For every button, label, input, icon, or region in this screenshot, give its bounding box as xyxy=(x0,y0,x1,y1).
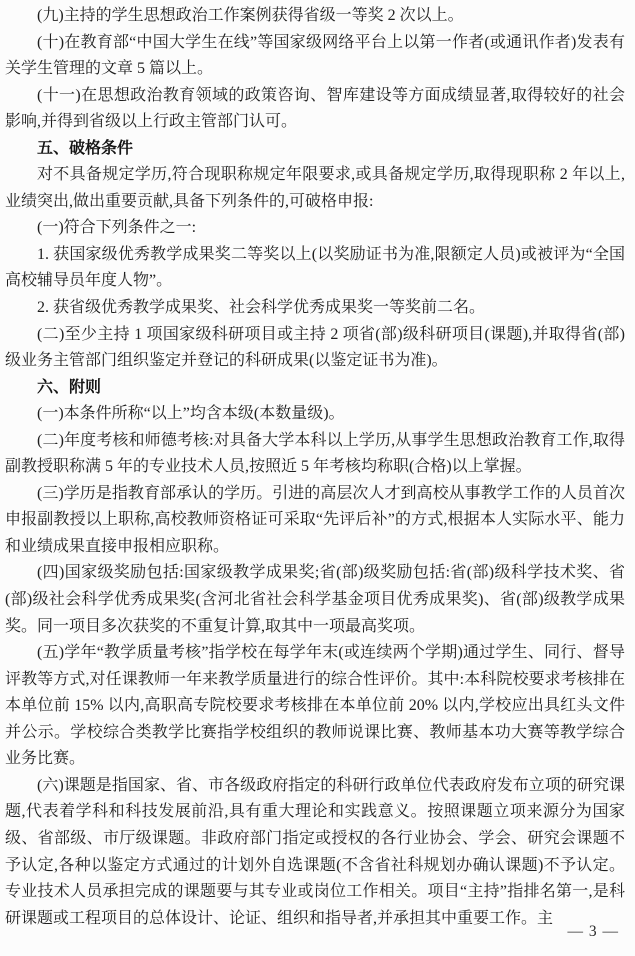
paragraph-supp-6: (六)课题是指国家、省、市各级政府指定的科研行政单位代表政府发布立项的研究课题,代表着学科和科技发展前沿,具有重大理论和实践意义。按照课题立项来源分为国家级、省部级、市厅级课题。非政府部门指定或授权的各行业协会、学会、研究会课题不予认定,各种以鉴定方式通过的计划外自选课题(不含省社科规划办确认课题)不予认定。专业技术人员承担完成的课题要与其专业或岗位工作相关。项目“主持”指排名第一,是科研课题或工程项目的总体设计、论证、组织和指导者,并承担其中重要工作。主 xyxy=(5,776,625,927)
paragraph-item-9: (九)主持的学生思想政治工作案例获得省级一等奖 2 次以上。 xyxy=(37,7,464,24)
paragraph-supp-2: (二)年度考核和师德考核:对具备大学本科以上学历,从事学生思想政治教育工作,取得副教授职称满 5 年的专业技术人员,按照近 5 年考核均称职(合格)以上掌握。 xyxy=(5,431,625,476)
paragraph-item-10: (十)在教育部“中国大学生在线”等国家级网络平台上以第一作者(或通讯作者)发表有关学生管理的文章 5 篇以上。 xyxy=(5,33,625,78)
paragraph-supp-3: (三)学历是指教育部承认的学历。引进的高层次人才到高校从事教学工作的人员首次申报副教授以上职称,高校教师资格证可采取“先评后补”的方式,根据本人实际水平、能力和业绩成果直接申报相应职称。 xyxy=(5,484,625,555)
paragraph-supp-1: (一)本条件所称“以上”均含本级(本数量级)。 xyxy=(37,405,345,423)
paragraph-condition-1-item-2: 2. 获省级优秀教学成果奖、社会科学优秀成果奖一等奖前二名。 xyxy=(37,299,486,317)
paragraph-supp-5: (五)学年“教学质量考核”指学校在每学年末(或连续两个学期)通过学生、同行、督导评教等方式,对任课教师一年来教学质量进行的综合性评价。其中:本科院校要求考核排在本单位前 15% 以内,高职高专院校要求考核排在本单位前 20% 以内,学校应出具红头文件并公示。学校综合类教学比赛指学校组织的教师说课比赛、教师基本功大赛等教学综合业务比赛。 xyxy=(5,644,625,768)
paragraph-condition-1: (一)符合下列条件之一: xyxy=(37,219,197,237)
paragraph-condition-2: (二)至少主持 1 项国家级科研项目或主持 2 项省(部)级科研项目(课题),并取得省(部)级业务主管部门组织鉴定并登记的科研成果(以鉴定证书为准)。 xyxy=(5,325,625,370)
paragraph-condition-1-item-1: 1. 获国家级优秀教学成果奖二等奖以上(以奖励证书为准,限额定人员)或被评为“全国高校辅导员年度人物”。 xyxy=(5,245,625,290)
paragraph-exception-intro: 对不具备规定学历,符合现职称规定年限要求,或具备规定学历,取得现职称 2 年以上,业绩突出,做出重要贡献,具备下列条件的,可破格申报: xyxy=(5,166,625,210)
page-number: — 3 — xyxy=(567,923,619,940)
paragraph-item-11: (十一)在思想政治教育领域的政策咨询、智库建设等方面成绩显著,取得较好的社会影响,并得到省级以上行政主管部门认可。 xyxy=(5,86,625,131)
section-heading-exception-criteria: 五、破格条件 xyxy=(37,139,134,157)
section-heading-supplementary: 六、附则 xyxy=(37,378,102,396)
paragraph-supp-4: (四)国家级奖励包括:国家级教学成果奖;省(部)级奖励包括:省(部)级科学技术奖、省(部)级社会科学优秀成果奖(含河北省社会科学基金项目优秀成果奖)、省(部)级教学成果奖。同一项目多次获奖的不重复计算,取其中一项最高奖项。 xyxy=(5,564,625,635)
